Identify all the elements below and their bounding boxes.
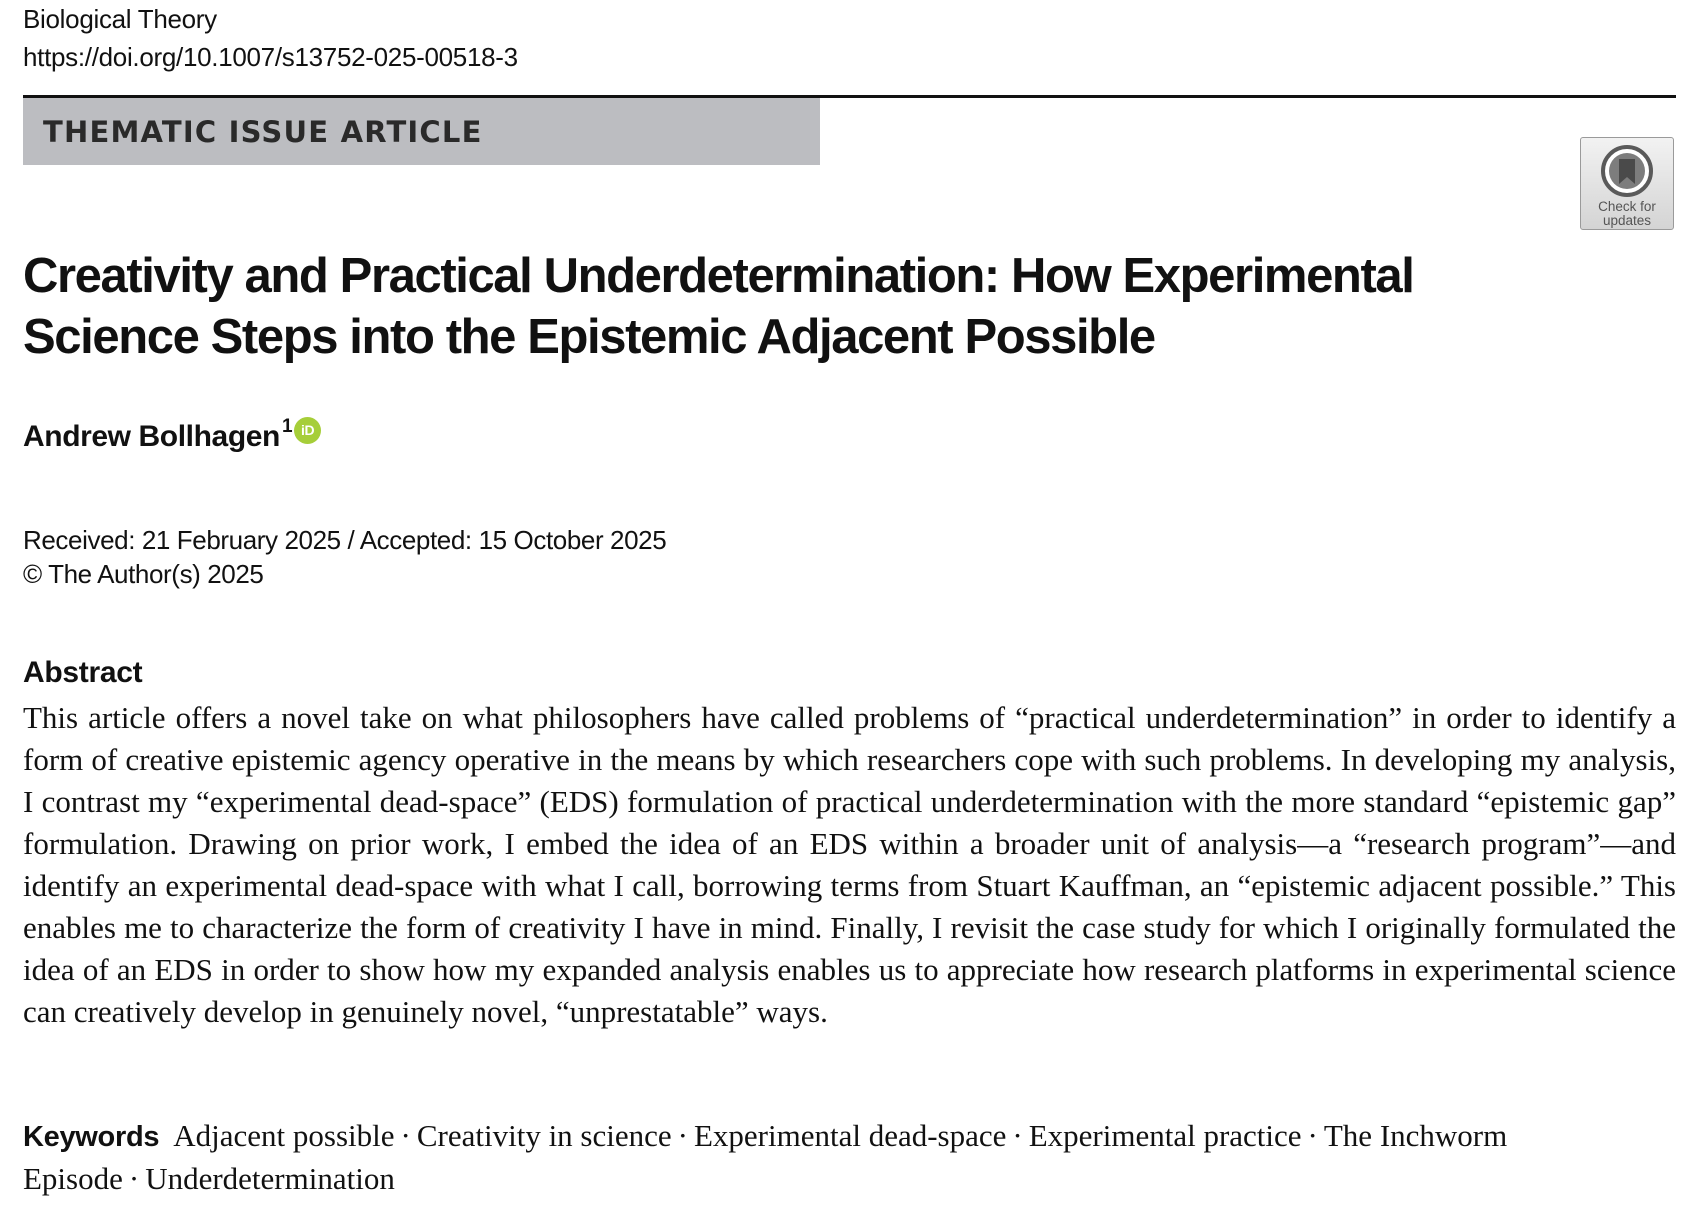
- keyword-separator: ·: [400, 1118, 411, 1153]
- abstract-heading: Abstract: [23, 656, 143, 689]
- keywords-label: Keywords: [23, 1121, 160, 1153]
- keyword: Adjacent possible: [173, 1118, 395, 1153]
- abstract-text: This article offers a novel take on what philosophers have called problems of “practical underdetermination” in order to identify a form of creative epistemic agency operative in the means by which researchers cope with such problems. In developing my analysis, I contrast my “experimental dead-space” (EDS) formulation of practical underdetermination with the more standard “epistemic gap” formulation. Drawing on prior work, I embed the idea of an EDS within a broader unit of analysis—a “research program”—and identify an experimental dead-space with what I call, borrowing terms from Stuart Kauffman, an “epistemic adjacent possible.” This enables me to characterize the form of creativity I have in mind. Finally, I revisit the case study for which I originally formulated the idea of an EDS in order to show how my expanded analysis enables us to appreciate how research platforms in experimental science can creatively develop in genuinely novel, “unprestatable” ways.: [23, 700, 1676, 1029]
- keyword-separator: ·: [677, 1118, 688, 1153]
- author-name[interactable]: Andrew Bollhagen: [23, 420, 280, 453]
- article-type-label: THEMATIC ISSUE ARTICLE: [43, 114, 483, 149]
- journal-name: Biological Theory: [23, 4, 217, 34]
- keyword: The Inchworm Episode: [23, 1118, 1508, 1196]
- article-type-band: [23, 98, 820, 165]
- keyword: Creativity in science: [416, 1118, 672, 1153]
- received-accepted-dates: Received: 21 February 2025 / Accepted: 15 October 2025: [23, 525, 667, 555]
- bookmark-icon: [1600, 144, 1654, 198]
- orcid-icon[interactable]: iD: [294, 417, 321, 444]
- keyword-separator: ·: [1012, 1118, 1023, 1153]
- keywords: [23, 1115, 1676, 1200]
- copyright: © The Author(s) 2025: [23, 559, 264, 589]
- keyword: Experimental practice: [1028, 1118, 1302, 1153]
- updates-label: Check for updates: [1598, 199, 1656, 228]
- keyword-separator: ·: [128, 1161, 140, 1196]
- article-title: Creativity and Practical Underdetermination: How Experimental Science Steps into the Epistemic Adjacent Possible: [23, 249, 1414, 364]
- keyword: Experimental dead-space: [693, 1118, 1007, 1153]
- doi-link[interactable]: https://doi.org/10.1007/s13752-025-00518-3: [23, 42, 518, 72]
- keyword: Underdetermination: [145, 1161, 395, 1196]
- author-line: [23, 416, 321, 454]
- keyword-separator: ·: [1307, 1118, 1318, 1153]
- author-affiliation: 1: [281, 416, 293, 437]
- check-for-updates-badge[interactable]: [1580, 137, 1674, 230]
